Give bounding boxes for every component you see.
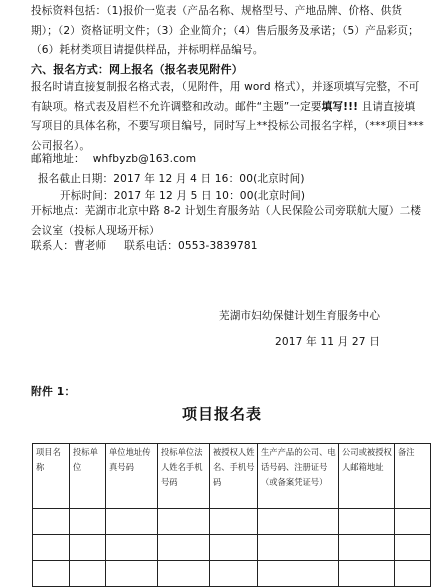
form-title: 项目报名表	[181, 405, 262, 423]
registration-instructions	[31, 78, 426, 156]
table-row	[33, 561, 431, 587]
registration-table	[32, 443, 431, 587]
header-cell-address-fax: 单位地址传真号码	[106, 444, 158, 509]
table-cell[interactable]	[158, 509, 210, 535]
open-time-label: 开标时间：	[60, 190, 114, 202]
header-cell-email: 公司或被授权人邮箱地址	[339, 444, 395, 509]
contact-line	[31, 237, 258, 256]
signature-organization: 芜湖市妇幼保健计划生育服务中心	[219, 310, 381, 322]
header-cell-legal-rep: 投标单位法人姓名手机号码	[158, 444, 210, 509]
attachment-label: 附件 1：	[31, 385, 76, 398]
materials-paragraph: 投标资料包括：（1)报价一览表（产品名称、规格型号、产地品牌、价格、供货期）；（2）资格证明文件；（3）企业简介；（4）售后服务及承诺；（5）产品彩页；（6）耗材类项目请提供样品，并标明样品编号。	[31, 5, 419, 56]
table-cell[interactable]	[395, 561, 431, 587]
instructions-text-a: 报名时请直接复制报名格式表，（见附件，用 word 格式），并逐项填写完整，不可有缺项。格式表及眉栏不允许调整和改动。邮件“主题”一定要	[31, 81, 420, 113]
table-cell[interactable]	[258, 509, 339, 535]
open-time-value: 2017 年 12 月 5 日 10：00(北京时间)	[113, 190, 306, 202]
table-row	[33, 509, 431, 535]
table-cell[interactable]	[210, 535, 258, 561]
header-cell-bidder: 投标单位	[70, 444, 106, 509]
table-row	[33, 535, 431, 561]
table-cell[interactable]	[106, 509, 158, 535]
table-cell[interactable]	[70, 561, 106, 587]
signature-date: 2017 年 11 月 27 日	[275, 336, 380, 348]
header-cell-project-name: 项目名称	[33, 444, 70, 509]
contact-label: 联系人：	[31, 240, 74, 252]
table-cell[interactable]	[70, 509, 106, 535]
email-line	[31, 150, 196, 169]
email-address[interactable]: whfbyzb@163.com	[92, 153, 197, 165]
table-cell[interactable]	[210, 561, 258, 587]
table-cell[interactable]	[106, 561, 158, 587]
section-6-heading: 六、报名方式：网上报名（报名表见附件）	[31, 63, 243, 76]
table-cell[interactable]	[33, 509, 70, 535]
table-cell[interactable]	[339, 561, 395, 587]
table-cell[interactable]	[33, 535, 70, 561]
table-cell[interactable]	[33, 561, 70, 587]
header-cell-manufacturer: 生产产品的公司、电话号码、注册证号（或备案凭证号）	[258, 444, 339, 509]
table-cell[interactable]	[258, 561, 339, 587]
table-cell[interactable]	[158, 561, 210, 587]
table-cell[interactable]	[70, 535, 106, 561]
phone-label: 联系电话：	[124, 240, 178, 252]
contact-name: 曹老师	[73, 240, 107, 252]
table-cell[interactable]	[158, 535, 210, 561]
table-cell[interactable]	[339, 509, 395, 535]
table-cell[interactable]	[258, 535, 339, 561]
table-cell[interactable]	[395, 509, 431, 535]
email-label: 邮箱地址：	[31, 153, 85, 165]
instructions-emphasis: 填写!!!	[321, 100, 359, 113]
table-header-row	[33, 444, 431, 509]
venue-paragraph: 开标地点：芜湖市北京中路 8-2 计划生育服务站（人民保险公司旁联航大厦）二楼会议室（投标人现场开标）	[31, 205, 422, 237]
table-cell[interactable]	[339, 535, 395, 561]
phone-number: 0553-3839781	[177, 240, 258, 252]
table-cell[interactable]	[210, 509, 258, 535]
table-cell[interactable]	[106, 535, 158, 561]
instructions-text-c: 且请直接填写项目的具体名称，不要写项目编号，同时写上**投标公司报名字样，（***项目***公司报名）。	[31, 100, 424, 152]
header-cell-remarks: 备注	[395, 444, 431, 509]
deadline-value: 2017 年 12 月 4 日 16：00(北京时间)	[113, 173, 305, 185]
table-cell[interactable]	[395, 535, 431, 561]
deadline-label: 报名截止日期：	[38, 173, 114, 185]
header-cell-authorized-person: 被授权人姓名、手机号码	[210, 444, 258, 509]
